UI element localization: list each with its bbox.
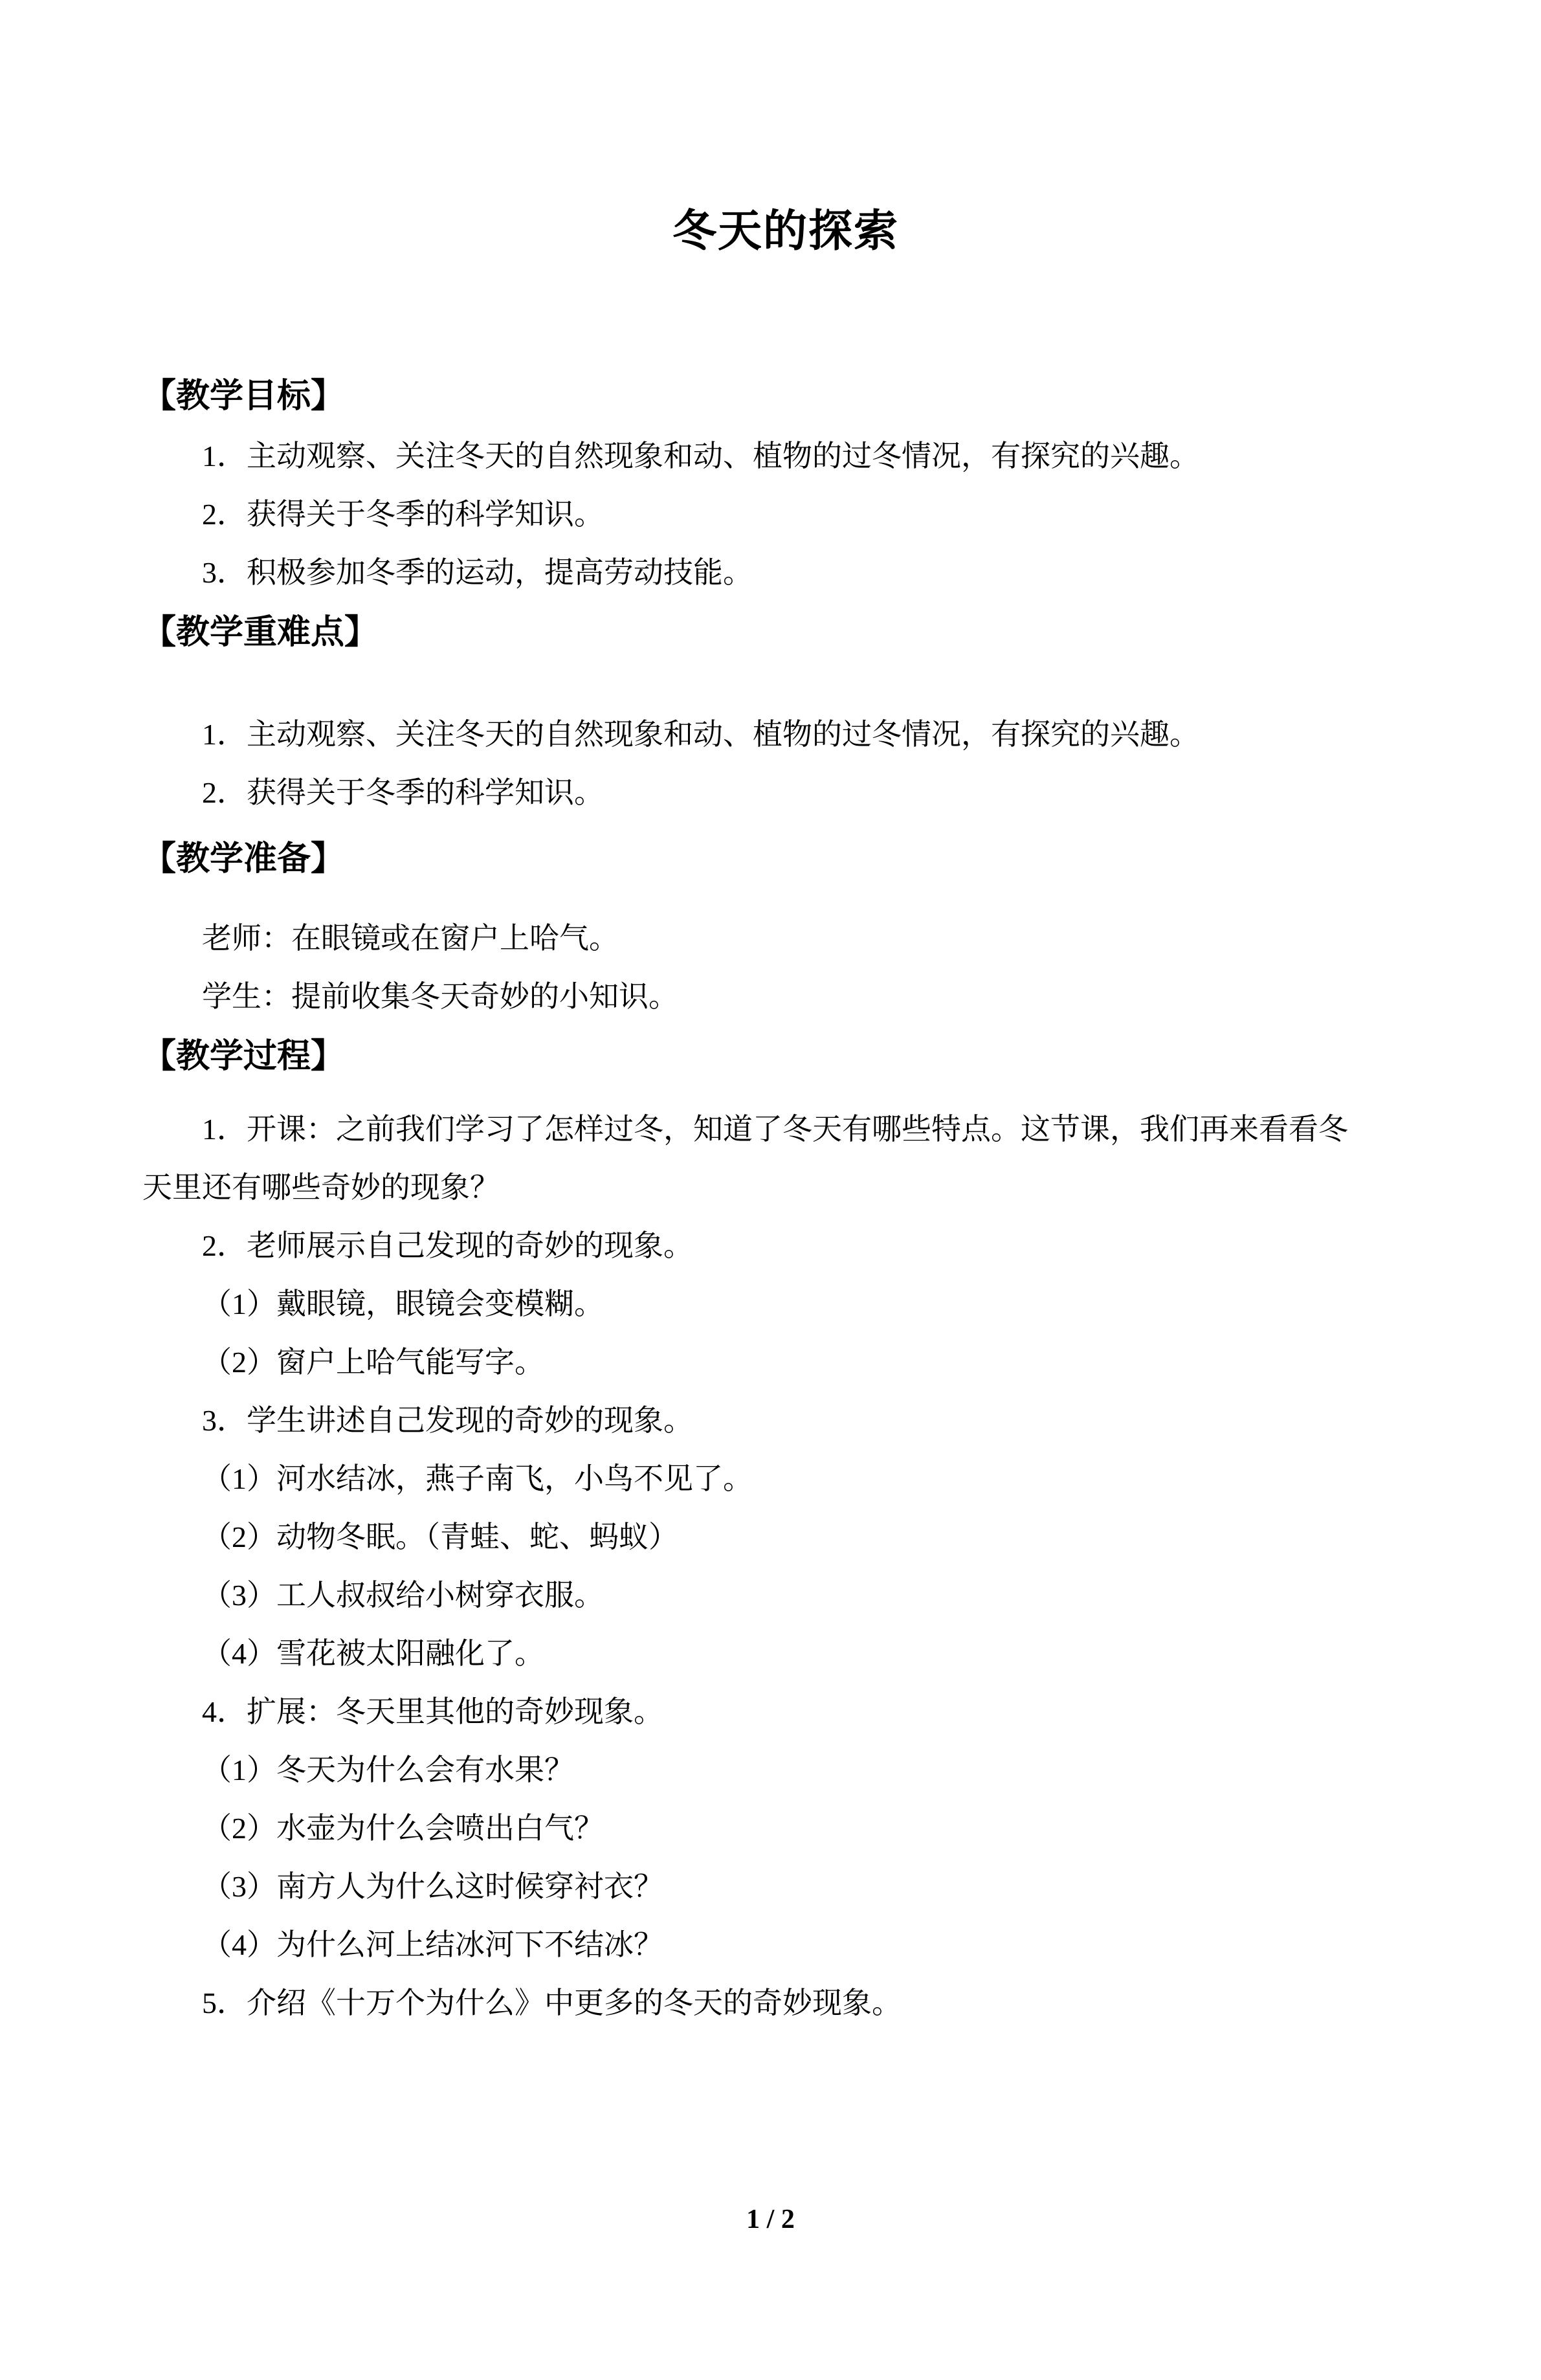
paragraph: 2．老师展示自己发现的奇妙的现象。 (202, 1229, 693, 1262)
paragraph: 1．主动观察、关注冬天的自然现象和动、植物的过冬情况，有探究的兴趣。 (202, 439, 1199, 473)
document-page (0, 201, 1541, 2380)
section-heading-prepare: 【教学准备】 (142, 841, 345, 878)
paragraph: （1）冬天为什么会有水果？ (202, 1753, 574, 1786)
paragraph: （2）水壶为什么会喷出白气？ (202, 1812, 604, 1845)
page-title: 冬天的探索 (672, 206, 899, 256)
section-heading-objectives: 【教学目标】 (142, 378, 345, 415)
section-heading-keypoints: 【教学重难点】 (142, 614, 379, 651)
paragraph: （2）窗户上哈气能写字。 (202, 1346, 544, 1379)
section-objectives (142, 427, 1429, 602)
paragraph: （4）雪花被太阳融化了。 (202, 1637, 544, 1670)
paragraph: 2．获得关于冬季的科学知识。 (202, 498, 604, 531)
paragraph: 1．开课：之前我们学习了怎样过冬，知道了冬天有哪些特点。这节课，我们再来看看冬 (202, 1113, 1348, 1146)
paragraph: 5．介绍《十万个为什么》中更多的冬天的奇妙现象。 (202, 1986, 902, 2019)
paragraph: 4．扩展：冬天里其他的奇妙现象。 (202, 1695, 663, 1728)
paragraph: （3）工人叔叔给小树穿衣服。 (202, 1579, 604, 1612)
section-heading-process: 【教学过程】 (142, 1038, 345, 1075)
section-prepare (142, 909, 1429, 1026)
paragraph: （4）为什么河上结冰河下不结冰？ (202, 1928, 663, 1961)
paragraph: （3）南方人为什么这时候穿衬衣？ (202, 1870, 663, 1903)
paragraph: 3．学生讲述自己发现的奇妙的现象。 (202, 1404, 693, 1437)
paragraph: （1）河水结冰，燕子南飞，小鸟不见了。 (202, 1462, 753, 1495)
section-keypoints (142, 706, 1429, 822)
section-process (142, 1100, 1429, 2032)
paragraph: 老师：在眼镜或在窗户上哈气。 (202, 922, 619, 955)
paragraph: 学生：提前收集冬天奇妙的小知识。 (202, 980, 678, 1013)
paragraph: 2．获得关于冬季的科学知识。 (202, 776, 604, 809)
paragraph: 1．主动观察、关注冬天的自然现象和动、植物的过冬情况，有探究的兴趣。 (202, 718, 1199, 751)
paragraph: （2）动物冬眠。（青蛙、蛇、蚂蚁） (202, 1520, 678, 1553)
page-number: 1 / 2 (746, 2205, 795, 2234)
paragraph: （1）戴眼镜，眼镜会变模糊。 (202, 1287, 604, 1320)
paragraph: 3．积极参加冬季的运动，提高劳动技能。 (202, 556, 753, 589)
paragraph-wrap-continuation: 天里还有哪些奇妙的现象？ (142, 1171, 500, 1204)
